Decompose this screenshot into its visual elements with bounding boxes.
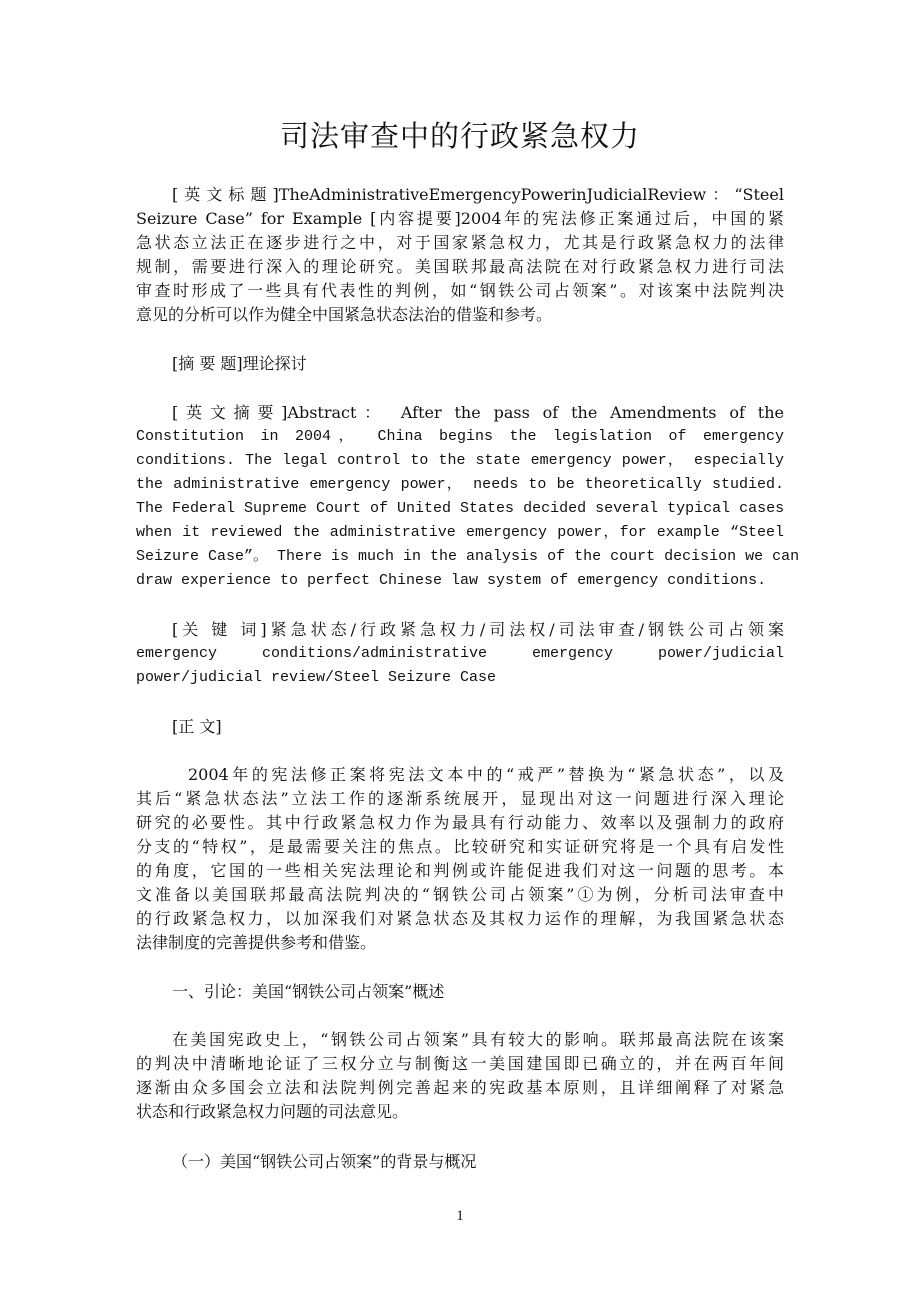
section-heading-1 (136, 980, 784, 1004)
text-line: Seizure Case” for Example [内容提要]2004年的宪法修正案通过后，中国的紧 (136, 209, 784, 228)
text-line: 急状态立法正在逐步进行之中，对于国家紧急权力，尤其是行政紧急权力的法律 (136, 233, 784, 252)
text-line: [关 键 词]紧急状态/行政紧急权力/司法权/司法审查/钢铁公司占领案 (172, 620, 784, 639)
text-line: 其后“紧急状态法”立法工作的逐渐系统展开，显现出对这一问题进行深入理论 (136, 789, 784, 808)
text-line: Constitution in 2004， China begins the legislation of emergency (136, 428, 784, 445)
document-title: 司法审查中的行政紧急权力 (279, 119, 640, 153)
page-number: 1 (456, 1208, 464, 1224)
text-line: when it reviewed the administrative emergency power，for example “Steel (136, 524, 784, 541)
text-line: The Federal Supreme Court of United States decided several typical cases (136, 500, 785, 517)
english-abstract (136, 401, 800, 593)
text-line: 的判决中清晰地论证了三权分立与制衡这一美国建国即已确立的，并在两百年间 (136, 1054, 784, 1073)
english-title-and-summary (136, 183, 784, 327)
text-line: 状态和行政紧急权力问题的司法意见。 (136, 1102, 409, 1121)
text-line: 2004年的宪法修正案将宪法文本中的“戒严”替换为“紧急状态”，以及 (188, 765, 784, 784)
text-line: 法律制度的完善提供参考和借鉴。 (136, 933, 377, 952)
text-line: 分支的“特权”，是最需要关注的焦点。比较研究和实证研究将是一个具有启发性 (136, 837, 784, 856)
summary-title (136, 352, 784, 376)
keywords (136, 618, 784, 690)
text-line: [英文标题]TheAdministrativeEmergencyPowerinJudicialReview：“Steel (172, 185, 784, 204)
subsection-heading-1 (136, 1150, 784, 1174)
text-line: 的行政紧急权力，以加深我们对紧急状态及其权力运作的理解，为我国紧急状态 (136, 909, 784, 928)
text-line: 逐渐由众多国会立法和法院判例完善起来的宪政基本原则，且详细阐释了对紧急 (136, 1078, 784, 1097)
text-line: [正 文] (172, 717, 222, 736)
intro-paragraph (136, 763, 784, 955)
text-line: 一、引论：美国“钢铁公司占领案”概述 (172, 982, 445, 1001)
text-line: 规制，需要进行深入的理论研究。美国联邦最高法院在对行政紧急权力进行司法 (136, 257, 784, 276)
section-1-paragraph (136, 1028, 784, 1124)
body-label (136, 715, 784, 739)
text-line: the administrative emergency power， needs to be theoretically studied. (136, 476, 784, 493)
text-line: 的角度，它国的一些相关宪法理论和判例或许能促进我们对这一问题的思考。本 (136, 861, 784, 880)
text-line: 文准备以美国联邦最高法院判决的“钢铁公司占领案”①为例，分析司法审查中 (136, 885, 784, 904)
text-line: 研究的必要性。其中行政紧急权力作为最具有行动能力、效率以及强制力的政府 (136, 813, 784, 832)
text-line: draw experience to perfect Chinese law system of emergency conditions. (136, 572, 767, 589)
text-line: Seizure Case”。 There is much in the analysis of the court decision we can (136, 548, 800, 565)
text-line: 意见的分析可以作为健全中国紧急状态法治的借鉴和参考。 (136, 305, 553, 324)
text-line: [摘 要 题]理论探讨 (172, 354, 307, 373)
text-line: [英文摘要]Abstract： After the pass of the Amendments of the (172, 403, 784, 422)
text-line: 在美国宪政史上，“钢铁公司占领案”具有较大的影响。联邦最高法院在该案 (172, 1030, 784, 1049)
text-line: power/judicial review/Steel Seizure Case (136, 669, 497, 686)
text-line: （一）美国“钢铁公司占领案”的背景与概况 (172, 1152, 477, 1171)
text-line: emergency conditions/administrative emergency power/judicial (136, 645, 784, 662)
text-line: 审查时形成了一些具有代表性的判例，如“钢铁公司占领案”。对该案中法院判决 (136, 281, 784, 300)
text-line: conditions. The legal control to the state emergency power， especially (136, 452, 784, 469)
